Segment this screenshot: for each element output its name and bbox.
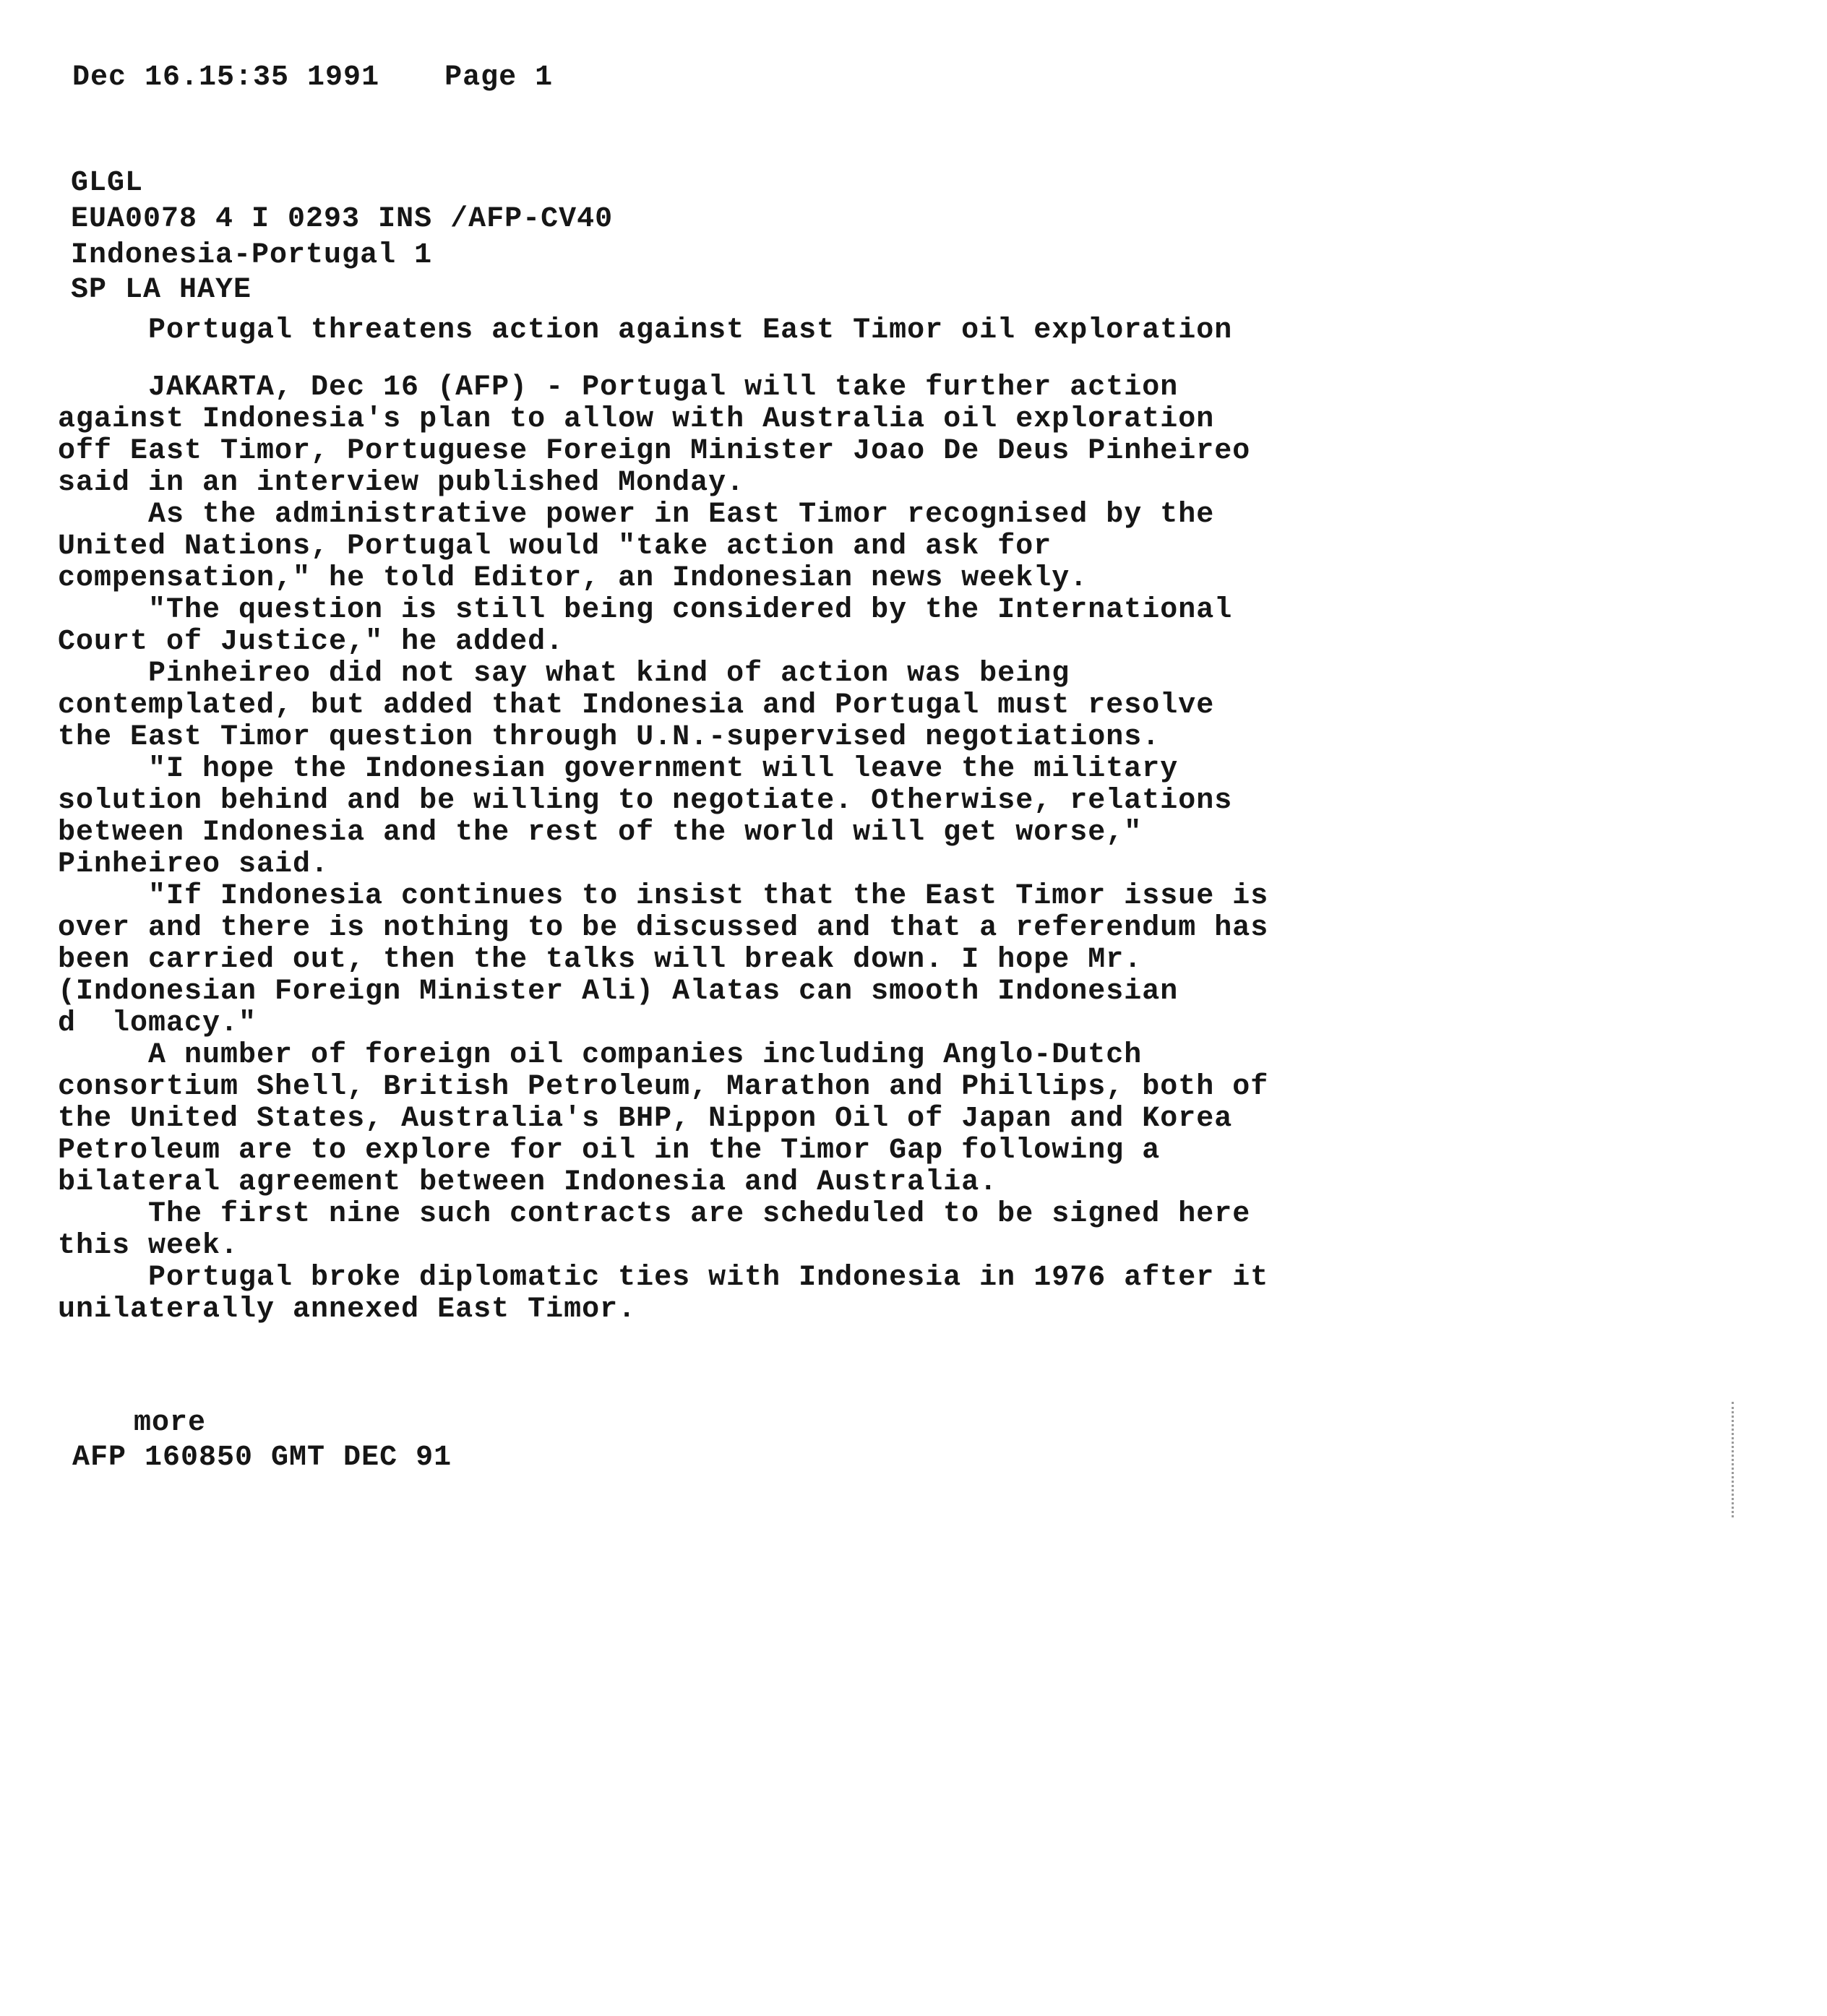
origin-line: SP LA HAYE: [71, 274, 252, 306]
paragraph-line: Pinheireo said.: [58, 848, 330, 881]
paragraph-line: JAKARTA, Dec 16 (AFP) - Portugal will take further action: [148, 371, 1179, 404]
timestamp: Dec 16.15:35 1991: [72, 61, 380, 94]
topic-line: Indonesia-Portugal 1: [71, 239, 433, 272]
wire-id: EUA0078 4 I 0293 INS /AFP-CV40: [71, 203, 614, 236]
page-label: Page 1: [444, 61, 554, 94]
paragraph-line: solution behind and be willing to negotiate. Otherwise, relations: [58, 785, 1233, 817]
paragraph: [58, 1262, 1503, 1326]
paragraph-line: Pinheireo did not say what kind of action was being: [148, 658, 1070, 690]
paragraph: [58, 754, 1503, 881]
paragraph-line: been carried out, then the talks will break down. I hope Mr.: [58, 944, 1143, 976]
paragraph: [58, 499, 1503, 595]
paragraph-line: compensation," he told Editor, an Indonesian news weekly.: [58, 562, 1088, 595]
paragraph-line: Petroleum are to explore for oil in the Timor Gap following a: [58, 1134, 1161, 1167]
article-body: [58, 372, 1503, 1326]
paragraph: [58, 658, 1503, 754]
paragraph-line: contemplated, but added that Indonesia and Portugal must resolve: [58, 689, 1215, 722]
headline: Portugal threatens action against East Timor oil exploration: [148, 314, 1233, 347]
paragraph-line: the East Timor question through U.N.-supervised negotiations.: [58, 721, 1161, 754]
paragraph: [58, 595, 1503, 658]
paragraph-line: over and there is nothing to be discussed and that a referendum has: [58, 912, 1269, 944]
paragraph-line: said in an interview published Monday.: [58, 467, 745, 499]
paragraph-line: this week.: [58, 1230, 239, 1262]
document-header: [72, 62, 553, 94]
paragraph-line: A number of foreign oil companies including Anglo-Dutch: [148, 1039, 1143, 1072]
paragraph-line: the United States, Australia's BHP, Nippon Oil of Japan and Korea: [58, 1103, 1233, 1135]
more-marker: more: [134, 1407, 207, 1439]
scan-artifact: [1732, 1402, 1737, 1517]
paragraph-line: between Indonesia and the rest of the world will get worse,": [58, 817, 1143, 849]
paragraph-line: consortium Shell, British Petroleum, Marathon and Phillips, both of: [58, 1071, 1269, 1103]
paragraph: [58, 1199, 1503, 1262]
paragraph-line: "The question is still being considered by the International: [148, 594, 1233, 626]
paragraph-line: United Nations, Portugal would "take action and ask for: [58, 530, 1052, 563]
dateline: AFP 160850 GMT DEC 91: [72, 1442, 452, 1474]
paragraph-line: d lomacy.": [58, 1007, 257, 1040]
paragraph: [58, 1040, 1503, 1199]
paragraph-line: (Indonesian Foreign Minister Ali) Alatas can smooth Indonesian: [58, 975, 1179, 1008]
paragraph-line: "I hope the Indonesian government will leave the military: [148, 753, 1179, 785]
paragraph-line: As the administrative power in East Timor recognised by the: [148, 499, 1215, 531]
paragraph-line: bilateral agreement between Indonesia and Australia.: [58, 1166, 998, 1199]
slug-code: GLGL: [71, 167, 144, 199]
paragraph: [58, 372, 1503, 499]
paragraph-line: unilaterally annexed East Timor.: [58, 1293, 637, 1326]
paragraph: [58, 881, 1503, 1040]
paragraph-line: The first nine such contracts are scheduled to be signed here: [148, 1198, 1251, 1231]
paragraph-line: "If Indonesia continues to insist that the East Timor issue is: [148, 880, 1269, 913]
paragraph-line: against Indonesia's plan to allow with Australia oil exploration: [58, 403, 1215, 436]
paragraph-line: off East Timor, Portuguese Foreign Minister Joao De Deus Pinheireo: [58, 435, 1251, 468]
paragraph-line: Court of Justice," he added.: [58, 626, 564, 658]
paragraph-line: Portugal broke diplomatic ties with Indonesia in 1976 after it: [148, 1262, 1269, 1294]
